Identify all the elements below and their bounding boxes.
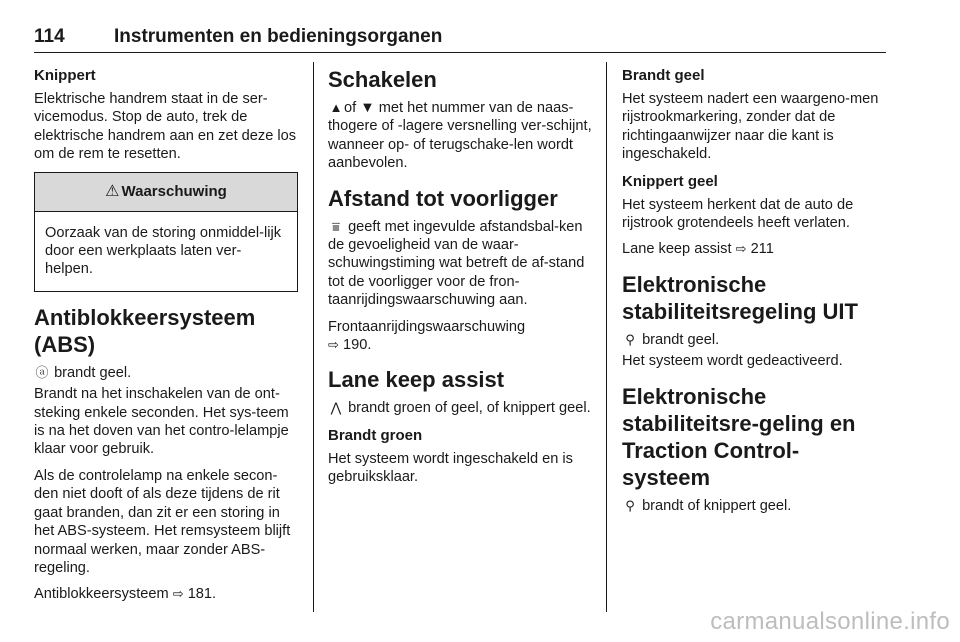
tc-status bbox=[622, 497, 886, 515]
esc-status bbox=[622, 331, 886, 349]
esc-heading bbox=[622, 271, 886, 325]
schakelen-body: of ▼ met het nummer van de naas-thogere of -lagere versnelling ver-schijnt, wanneer op- of terugschake-len wordt aanbevolen. bbox=[328, 100, 592, 172]
knippert-heading: Knippert bbox=[34, 67, 96, 84]
lka-reference bbox=[622, 240, 886, 258]
afstand-text bbox=[328, 218, 592, 310]
abs-status-text: brandt geel. bbox=[54, 364, 132, 381]
esc-text: Het systeem wordt gedeactiveerd. bbox=[622, 353, 843, 370]
schakelen-text bbox=[328, 99, 592, 173]
knippert-text: Elektrische handrem staat in de ser-vicemodus. Stop de auto, trek de elektrische handrem aan en zet deze los om de rem te resetten. bbox=[34, 91, 297, 163]
esc-status-text: brandt geel. bbox=[642, 331, 720, 348]
abs-heading: Antiblokkeersysteem (ABS) bbox=[34, 304, 256, 357]
afstand-body: geeft met ingevulde afstandsbal-ken de gevoeligheid van de waar-schuwingstiming wat betreft de af-stand tot de voorligger voor de fron-taanrijdingswaarschuwing aan. bbox=[328, 218, 585, 309]
geel-heading: Brandt geel bbox=[622, 67, 705, 84]
arrow-up-icon: ▲ bbox=[329, 100, 343, 115]
lka-heading: Lane keep assist bbox=[328, 367, 505, 393]
column-divider bbox=[606, 62, 607, 612]
lka-text bbox=[328, 399, 592, 417]
column-2 bbox=[328, 66, 592, 495]
warning-text: Oorzaak van de storing onmiddel-lijk door een werkplaats laten ver-helpen. bbox=[45, 224, 282, 278]
abs-reference-text: Antiblokkeersysteem bbox=[34, 586, 169, 603]
traction-control-icon: ⚲ bbox=[625, 497, 635, 513]
abs-reference-page[interactable]: 181. bbox=[187, 586, 217, 603]
abs-status bbox=[34, 364, 298, 382]
abs-paragraph-2: Als de controlelamp na enkele secon-den niet dooft of als deze tijdens de rit gaat branden, dan zit er een storing in het ABS-systeem. Het remsysteem blijft normaal werken, maar zonder ABS-regeling. bbox=[34, 467, 291, 576]
lka-body: brandt groen of geel, of knippert geel. bbox=[348, 400, 591, 417]
page-reference-icon: ⇨ bbox=[735, 241, 747, 257]
abs-icon: ⓐ bbox=[35, 364, 49, 380]
page-title: Instrumenten en bedieningsorganen bbox=[114, 26, 443, 47]
tc-status-text: brandt of knippert geel. bbox=[642, 497, 792, 514]
afstand-reference-page[interactable]: 190. bbox=[342, 337, 372, 354]
tc-heading: Elektronische stabiliteitsre-geling en Traction Control-systeem bbox=[622, 383, 856, 490]
page-number: 114 bbox=[34, 26, 65, 47]
abs-reference bbox=[34, 585, 298, 603]
page-reference-icon: ⇨ bbox=[172, 586, 184, 602]
esc-off-icon: ⚲ bbox=[625, 331, 635, 347]
abs-paragraph-1: Brandt na het inschakelen van de ont-steking enkele seconden. Het sys-teem is na het doven van het contro-lelampje klaar voor gebruik. bbox=[34, 386, 289, 458]
page-reference-icon: ⇨ bbox=[328, 337, 339, 353]
groen-heading: Brandt groen bbox=[328, 426, 423, 444]
afstand-heading: Afstand tot voorligger bbox=[328, 185, 558, 211]
column-3 bbox=[622, 66, 886, 523]
warning-header bbox=[35, 173, 297, 212]
afstand-reference-text: Frontaanrijdingswaarschuwing bbox=[328, 318, 526, 335]
column-divider bbox=[313, 62, 314, 612]
page-header bbox=[34, 26, 886, 53]
schakelen-heading: Schakelen bbox=[328, 67, 437, 92]
knippert-geel-text: Het systeem herkent dat de auto de rijstrook grotendeels heeft verlaten. bbox=[622, 196, 854, 232]
warning-triangle-icon: ⚠ bbox=[105, 182, 120, 200]
esc-heading-line-2: stabiliteitsregeling UIT bbox=[622, 298, 858, 324]
afstand-reference bbox=[328, 318, 592, 355]
watermark: carmanualsonline.info bbox=[710, 608, 950, 635]
warning-box bbox=[34, 172, 298, 292]
lane-keep-icon: ⋀ bbox=[330, 400, 342, 416]
following-distance-icon: ⩸ bbox=[332, 218, 340, 234]
esc-heading-line-1: Elektronische bbox=[622, 271, 767, 297]
lka-reference-text: Lane keep assist bbox=[622, 241, 732, 258]
groen-text: Het systeem wordt ingeschakeld en is gebruiksklaar. bbox=[328, 450, 573, 486]
column-1 bbox=[34, 66, 298, 612]
geel-text: Het systeem nadert een waargeno-men rijstrookmarkering, zonder dat de richtingaanwijzer naar die kant is ingeschakeld. bbox=[622, 91, 879, 163]
knippert-geel-heading: Knippert geel bbox=[622, 172, 718, 190]
warning-title: Waarschuwing bbox=[121, 182, 227, 200]
lka-reference-page[interactable]: 211 bbox=[750, 241, 774, 258]
